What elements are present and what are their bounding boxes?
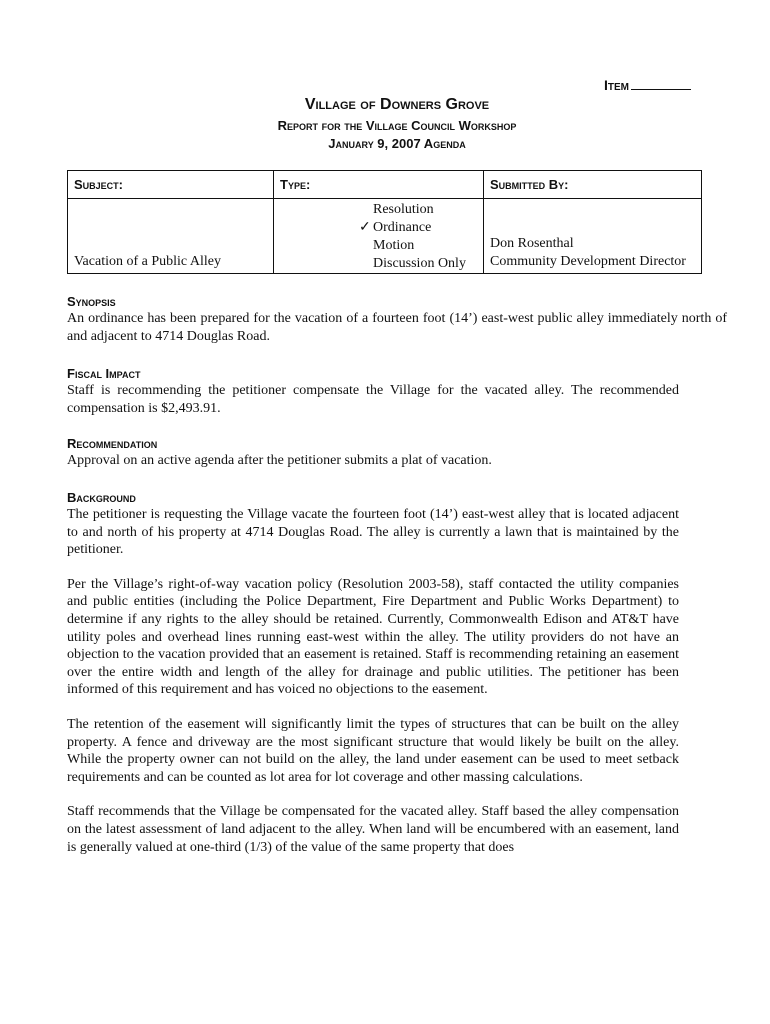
type-option-label: Discussion Only bbox=[373, 256, 466, 271]
synopsis-text: An ordinance has been prepared for the vacation of a fourteen foot (14’) east-west public alley immediately north of and adjacent to 4714 Douglas Road. bbox=[67, 311, 727, 344]
subject-cell bbox=[68, 199, 274, 274]
checkmark-icon: ✓ bbox=[359, 220, 371, 235]
background-paragraph-2: Per the Village’s right-of-way vacation policy (Resolution 2003-58), staff contacted the utility companies and public entities (including the Police Department, Fire Department and Public Works Department) to determine if any rights to the alley should be retained. Currently, Commonwealth Edison and AT&T have utility poles and overhead lines running east-west within the alley. The utility providers do not have an objection to the vacation provided that an easement is retained. Staff is recommending retaining an easement over the entire width and length of the alley for drainage and public utilities. The petitioner has been informed of this requirement and has voiced no objections to the easement. bbox=[67, 576, 679, 698]
fiscal-impact-heading: Fiscal Impact bbox=[67, 366, 141, 381]
item-label: Item bbox=[604, 77, 629, 93]
type-option bbox=[373, 237, 477, 255]
synopsis-heading: Synopsis bbox=[67, 294, 116, 309]
subject-value: Vacation of a Public Alley bbox=[74, 254, 221, 269]
background-paragraph-4: Staff recommends that the Village be compensated for the vacated alley. Staff based the alley compensation on the latest assessment of land adjacent to the alley. When land will be encumbered with an easement, land is generally valued at one-third (1/3) of the value of the same property that does bbox=[67, 804, 679, 855]
synopsis-section bbox=[67, 294, 727, 345]
report-info-table bbox=[67, 170, 702, 274]
type-option bbox=[373, 255, 477, 273]
type-options-list bbox=[280, 201, 477, 273]
fiscal-impact-text: Staff is recommending the petitioner compensate the Village for the vacated alley. The recommended compensation is $2,493.91. bbox=[67, 383, 679, 416]
type-option-label: Resolution bbox=[373, 202, 434, 217]
recommendation-section bbox=[67, 436, 679, 470]
submitter-name: Don Rosenthal bbox=[490, 236, 574, 251]
report-title: Village of Downers Grove bbox=[304, 96, 490, 113]
report-subtitle: Report for the Village Council Workshop bbox=[277, 118, 517, 133]
agenda-date: January 9, 2007 Agenda bbox=[328, 136, 466, 151]
type-option bbox=[373, 201, 477, 219]
item-number-label bbox=[604, 77, 691, 93]
type-option-label: Motion bbox=[373, 238, 415, 253]
submitter-title: Community Development Director bbox=[490, 254, 686, 269]
background-section bbox=[67, 490, 679, 856]
fiscal-impact-section bbox=[67, 366, 679, 417]
type-header: Type: bbox=[274, 171, 484, 199]
item-blank-line bbox=[631, 77, 691, 90]
submitted-by-header: Submitted By: bbox=[484, 171, 702, 199]
background-paragraph-1: The petitioner is requesting the Village vacate the fourteen foot (14’) east-west alley that is located adjacent to and north of his property at 4714 Douglas Road. The alley is currently a lawn that is maintained by the petitioner. bbox=[67, 507, 679, 558]
recommendation-heading: Recommendation bbox=[67, 436, 158, 451]
submitted-by-cell bbox=[484, 199, 702, 274]
type-cell bbox=[274, 199, 484, 274]
background-heading: Background bbox=[67, 490, 136, 505]
type-option bbox=[359, 219, 477, 237]
background-paragraph-3: The retention of the easement will significantly limit the types of structures that can be built on the alley property. A fence and driveway are the most significant structure that would likely be built on the alley. While the property owner can not build on the alley, the land under easement can be used to meet setback requirements and can be counted as lot area for lot coverage and other massing calculations. bbox=[67, 716, 679, 785]
type-option-label: Ordinance bbox=[373, 220, 432, 235]
subject-header: Subject: bbox=[68, 171, 274, 199]
recommendation-text: Approval on an active agenda after the petitioner submits a plat of vacation. bbox=[67, 453, 492, 468]
